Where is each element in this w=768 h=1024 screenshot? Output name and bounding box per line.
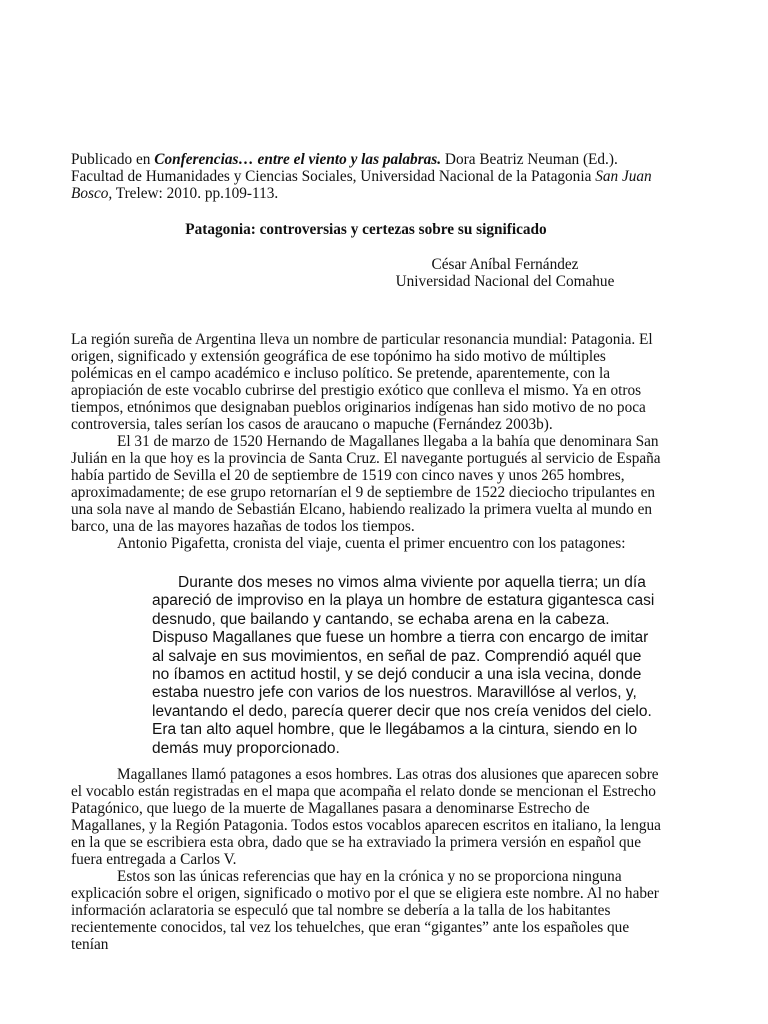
paragraph: La región sureña de Argentina lleva un nombre de particular resonancia mundial: Patagonia. El origen, significado y extensión geográfica de ese topónimo ha sido motivo de múltiples polémicas en el campo académico e incluso político. Se pretende, aparentemente, con la apropiación de este vocablo cubrirse del prestigio exótico que conlleva el mismo. Ya en otros tiempos, etnónimos que designaban pueblos originarios indígenas han sido motivo de no poca controversia, tales serían los casos de araucano o mapuche (Fernández 2003b).	[71, 331, 653, 433]
page-title: Patagonia: controversias y certezas sobre su significado	[185, 221, 547, 238]
citation-suffix: Trelew: 2010. pp.109-113.	[112, 185, 279, 202]
author-affiliation: Universidad Nacional del Comahue	[395, 273, 615, 290]
paragraph: El 31 de marzo de 1520 Hernando de Magallanes llegaba a la bahía que denominara San Julián en la que hoy es la provincia de Santa Cruz. El navegante portugués al servicio de España había partido de Sevilla el 20 de septiembre de 1519 con cinco naves y unos 265 hombres, aproximadamente; de ese grupo retornarían el 9 de septiembre de 1522 dieciocho tripulantes en una sola nave al mando de Sebastián Elcano, habiendo realizado la primera vuelta al mundo en barco, una de las mayores hazañas de todos los tiempos.	[71, 433, 661, 535]
citation-place: San Juan Bosco,	[71, 168, 652, 202]
paragraph: Estos son las únicas referencias que hay en la crónica y no se proporciona ninguna explicación sobre el origen, significado o motivo por el que se eligiera este nombre. Al no haber información aclaratoria se especuló que tal nombre se debería a la talla de los habitantes recientemente conocidos, tal vez los tehuelches, que eran “gigantes” ante los españoles que tenían	[71, 868, 659, 953]
block-quote: Durante dos meses no vimos alma viviente por aquella tierra; un día apareció de improviso en la playa un hombre de estatura gigantesca casi desnudo, que bailando y cantando, se echaba arena en la cabeza. Dispuso Magallanes que fuese un hombre a tierra con encargo de imitar al salvaje en sus movimientos, en señal de paz. Comprendió aquél que no íbamos en actitud hostil, y se dejó conducir a una isla vecina, donde estaba nuestro jefe con varios de los nuestros. Maravillóse al verlos, y, levantando el dedo, parecía querer decir que nos creía venidos del cielo. Era tan alto aquel hombre, que le llegábamos a la cintura, siendo en lo demás muy proporcionado.	[152, 574, 655, 757]
author-block	[380, 256, 630, 290]
citation	[71, 151, 661, 202]
body-section-1	[71, 331, 661, 552]
citation-middle: Dora Beatriz Neuman (Ed.). Facultad de Humanidades y Ciencias Sociales, Universidad Nacional de la Patagonia	[71, 151, 618, 185]
citation-prefix: Publicado en	[71, 151, 155, 168]
body-section-2	[71, 766, 661, 953]
paragraph: Antonio Pigafetta, cronista del viaje, cuenta el primer encuentro con los patagones:	[117, 535, 626, 552]
citation-work: Conferencias… entre el viento y las palabras.	[154, 151, 442, 168]
author-name: César Aníbal Fernández	[431, 256, 579, 273]
paragraph: Magallanes llamó patagones a esos hombres. Las otras dos alusiones que aparecen sobre el vocablo están registradas en el mapa que acompaña el relato donde se mencionan el Estrecho Patagónico, que luego de la muerte de Magallanes pasara a denominarse Estrecho de Magallanes, y la Región Patagonia. Todos estos vocablos aparecen escritos en italiano, la lengua en la que se escribiera esta obra, dado que se ha extraviado la primera versión en español que fuera entregada a Carlos V.	[71, 766, 661, 868]
